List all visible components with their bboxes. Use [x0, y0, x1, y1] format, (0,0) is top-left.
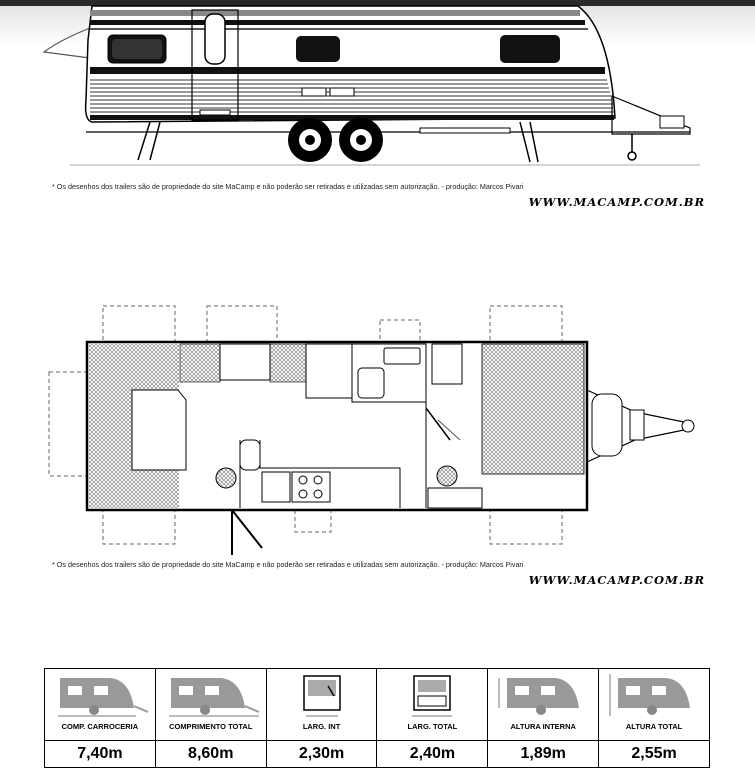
spec-cell-body-length: [45, 669, 156, 741]
trailer-front-icon: [402, 672, 462, 720]
trailer-side-icon: [50, 672, 150, 720]
website-link-bottom[interactable]: WWW.MACAMP.COM.BR: [528, 573, 705, 587]
trailer-floor-plan-drawing: [0, 300, 755, 555]
trailer-side-icon: [604, 672, 704, 720]
spec-value: 2,30m: [266, 740, 377, 767]
spec-cell-total-height: [599, 669, 710, 741]
trailer-front-icon: [292, 672, 352, 720]
spec-value: 2,40m: [377, 740, 488, 767]
spec-value: 8,60m: [155, 740, 266, 767]
dimensions-label-row: [45, 669, 710, 741]
spec-cell-internal-width: [266, 669, 377, 741]
trailer-side-view-drawing: [0, 0, 755, 170]
spec-value: 1,89m: [488, 740, 599, 767]
spec-label: COMPRIMENTO TOTAL: [169, 722, 253, 731]
spec-cell-internal-height: [488, 669, 599, 741]
trailer-side-icon: [161, 672, 261, 720]
website-link-top[interactable]: WWW.MACAMP.COM.BR: [528, 195, 705, 209]
spec-label: LARG. INT: [302, 722, 341, 731]
spec-cell-total-length: [155, 669, 266, 741]
spec-label: LARG. TOTAL: [407, 722, 458, 731]
credit-notice-bottom: * Os desenhos dos trailers são de propriedade do site MaCamp e não poderão ser retiradas e utilizadas sem autorização. - produção: Marcos Pivari: [52, 560, 524, 569]
dimensions-value-row: [45, 740, 710, 767]
spec-value: 7,40m: [45, 740, 156, 767]
dimensions-table: [44, 668, 710, 768]
credit-notice-top: * Os desenhos dos trailers são de propriedade do site MaCamp e não poderão ser retiradas e utilizadas sem autorização. - produção: Marcos Pivari: [52, 182, 524, 191]
spec-label: COMP. CARROCERIA: [61, 722, 139, 731]
spec-label: ALTURA TOTAL: [625, 722, 683, 731]
spec-label: ALTURA INTERNA: [510, 722, 576, 731]
trailer-side-icon: [493, 672, 593, 720]
spec-value: 2,55m: [599, 740, 710, 767]
spec-cell-total-width: [377, 669, 488, 741]
